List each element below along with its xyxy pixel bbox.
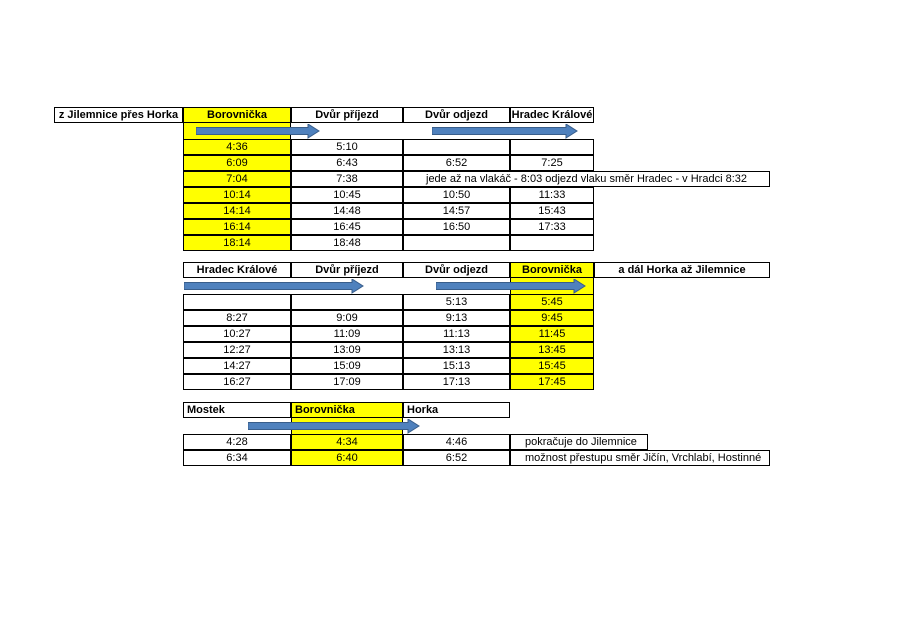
table1-cell: 4:36: [183, 139, 291, 155]
table2-cell: 9:13: [403, 310, 510, 326]
table3-header-horka: Horka: [403, 402, 510, 418]
table2-header-hradec: Hradec Králové: [183, 262, 291, 278]
table1-cell: 6:09: [183, 155, 291, 171]
table3-cell: 4:34: [291, 434, 403, 450]
table1-cell: 18:14: [183, 235, 291, 251]
table2-cell: [291, 294, 403, 310]
arrow-right-icon: [436, 279, 586, 294]
table3-cell: 6:34: [183, 450, 291, 466]
table1-cell: 14:57: [403, 203, 510, 219]
table2-cell: [183, 294, 291, 310]
table1-cell: [510, 235, 594, 251]
table2-cell: 9:45: [510, 310, 594, 326]
arrow-right-icon: [432, 124, 578, 139]
table2-cell: 11:09: [291, 326, 403, 342]
table2-cell: 15:13: [403, 358, 510, 374]
table1-header-dvur-prijezd: Dvůr příjezd: [291, 107, 403, 123]
table2-cell: 9:09: [291, 310, 403, 326]
table1-header-dvur-odjezd: Dvůr odjezd: [403, 107, 510, 123]
table3-note: možnost přestupu směr Jičín, Vrchlabí, Hostinné: [510, 450, 770, 466]
table2-cell: 17:09: [291, 374, 403, 390]
table2-cell: 13:09: [291, 342, 403, 358]
table2-header-destination: a dál Horka až Jilemnice: [594, 262, 770, 278]
table2-header-dvur-prijezd: Dvůr příjezd: [291, 262, 403, 278]
table1-cell: 11:33: [510, 187, 594, 203]
table1-header-origin: z Jilemnice přes Horka: [54, 107, 183, 123]
table2-cell: 11:13: [403, 326, 510, 342]
table1-cell: 14:48: [291, 203, 403, 219]
table1-cell: 10:45: [291, 187, 403, 203]
table1-cell: [510, 139, 594, 155]
table1-cell: 16:14: [183, 219, 291, 235]
table1-header-hradec: Hradec Králové: [511, 109, 593, 121]
table3-header-borovnicka: Borovnička: [291, 402, 403, 418]
table1-cell: 6:52: [403, 155, 510, 171]
table2-cell: 5:45: [510, 294, 594, 310]
table2-cell: 17:13: [403, 374, 510, 390]
table2-cell: 13:13: [403, 342, 510, 358]
table1-cell: [403, 235, 510, 251]
table2-cell: 16:27: [183, 374, 291, 390]
table1-cell: 17:33: [510, 219, 594, 235]
table3-header-mostek: Mostek: [183, 402, 291, 418]
table2-cell: 13:45: [510, 342, 594, 358]
table1-cell: 7:38: [291, 171, 403, 187]
table3-cell: 4:46: [403, 434, 510, 450]
table1-cell: 10:14: [183, 187, 291, 203]
table2-cell: 14:27: [183, 358, 291, 374]
table1-note: jede až na vlakáč - 8:03 odjezd vlaku směr Hradec - v Hradci 8:32: [403, 171, 770, 187]
table1-header-borovnicka: Borovnička: [183, 107, 291, 123]
table3-note: pokračuje do Jilemnice: [510, 434, 648, 450]
arrow-right-icon: [196, 124, 320, 139]
table2-header-dvur-odjezd: Dvůr odjezd: [403, 262, 510, 278]
table1-cell: 16:45: [291, 219, 403, 235]
table2-header-borovnicka: Borovnička: [510, 262, 594, 278]
arrow-right-icon: [248, 419, 420, 434]
table2-cell: 5:13: [403, 294, 510, 310]
table2-cell: 17:45: [510, 374, 594, 390]
table1-cell: 10:50: [403, 187, 510, 203]
table1-cell: 16:50: [403, 219, 510, 235]
arrow-right-icon: [184, 279, 364, 294]
table1-cell: 5:10: [291, 139, 403, 155]
table2-cell: 11:45: [510, 326, 594, 342]
table1-cell: 7:25: [510, 155, 594, 171]
table1-cell: 18:48: [291, 235, 403, 251]
table1-cell: [403, 139, 510, 155]
table2-cell: 15:45: [510, 358, 594, 374]
table2-cell: 10:27: [183, 326, 291, 342]
table2-cell: 12:27: [183, 342, 291, 358]
table3-cell: 6:40: [291, 450, 403, 466]
table2-cell: 8:27: [183, 310, 291, 326]
table3-cell: 6:52: [403, 450, 510, 466]
table1-cell: 15:43: [510, 203, 594, 219]
table1-cell: 7:04: [183, 171, 291, 187]
table2-cell: 15:09: [291, 358, 403, 374]
table3-cell: 4:28: [183, 434, 291, 450]
table1-cell: 6:43: [291, 155, 403, 171]
table1-cell: 14:14: [183, 203, 291, 219]
